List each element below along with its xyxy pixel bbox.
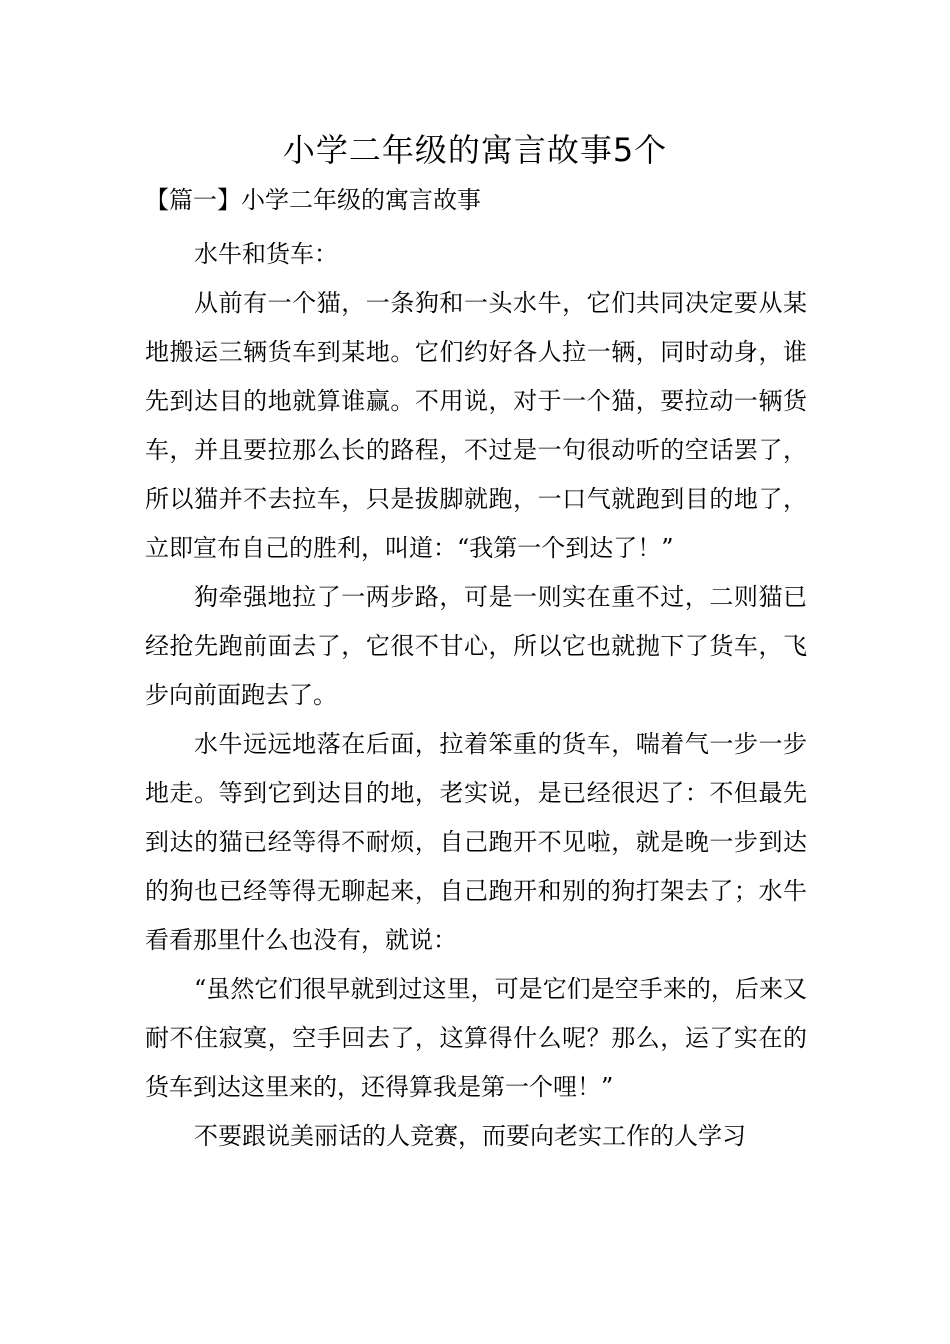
document-body: [145, 230, 807, 1161]
document-title: 小学二年级的寓言故事5个: [282, 131, 668, 169]
paragraph: “虽然它们很早就到过这里，可是它们是空手来的，后来又耐不住寂寞，空手回去了，这算得什么呢？那么，运了实在的货车到达这里来的，还得算我是第一个哩！”: [145, 975, 807, 1101]
paragraph: 水牛远远地落在后面，拉着笨重的货车，喘着气一步一步地走。等到它到达目的地，老实说，是已经很迟了：不但最先到达的猫已经等得不耐烦，自己跑开不见啦，就是晚一步到达的狗也已经等得无聊起来，自己跑开和别的狗打架去了；水牛看看那里什么也没有，就说：: [145, 730, 807, 954]
paragraph: 不要跟说美丽话的人竞赛，而要向老实工作的人学习: [194, 1122, 746, 1150]
paragraph: 从前有一个猫，一条狗和一头水牛，它们共同决定要从某地搬运三辆货车到某地。它们约好各人拉一辆，同时动身，谁先到达目的地就算谁赢。不用说，对于一个猫，要拉动一辆货车，并且要拉那么长的路程，不过是一句很动听的空话罢了，所以猫并不去拉车，只是拔脚就跑，一口气就跑到目的地了，立即宣布自己的胜利，叫道：“我第一个到达了！”: [145, 289, 807, 562]
paragraph: 狗牵强地拉了一两步路，可是一则实在重不过，二则猫已经抢先跑前面去了，它很不甘心，所以它也就抛下了货车，飞步向前面跑去了。: [145, 583, 807, 709]
section-heading: 【篇一】小学二年级的寓言故事: [145, 186, 481, 214]
story-title: 水牛和货车：: [194, 240, 338, 268]
